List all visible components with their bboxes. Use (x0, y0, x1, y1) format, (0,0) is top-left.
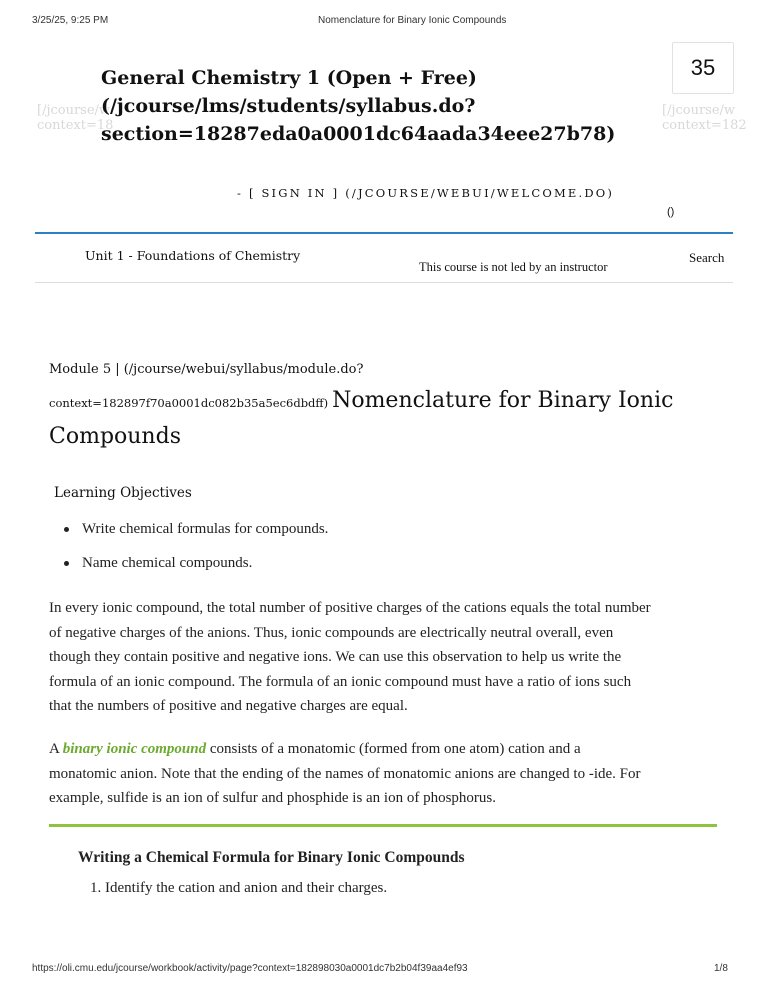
module-context[interactable]: context=182897f70a0001dc082b35a5ec6dbdff) (49, 396, 329, 410)
list-item: Name chemical compounds. (58, 546, 328, 580)
ghost-link-left: [/jcourse/w context=18 (37, 103, 114, 133)
print-page-number: 1/8 (714, 963, 728, 974)
print-url: https://oli.cmu.edu/jcourse/workbook/activity/page?context=182898030a0001dc7b2b04f39aa4ef93 (32, 963, 468, 974)
module-title-row (49, 388, 673, 413)
bullet-icon (64, 561, 69, 566)
print-doc-title: Nomenclature for Binary Ionic Compounds (318, 15, 507, 26)
intro-paragraph: In every ionic compound, the total number of positive charges of the cations equals the total number of negative charges of the anions. Thus, ionic compounds are electrically neutral overall, even though they contain positive and negative ions. We can use this observation to help us write the formula of an ionic compound. The formula of an ionic compound must have a ratio of ions such that the numbers of positive and negative charges are equal. (49, 600, 651, 714)
print-datetime: 3/25/25, 9:25 PM (32, 15, 109, 26)
step-item: 1. Identify the cation and anion and their charges. (90, 880, 388, 896)
box-top-rule (49, 824, 717, 827)
learning-objectives-heading: Learning Objectives (54, 485, 192, 501)
sign-in-link[interactable]: - [ SIGN IN ] (/JCOURSE/WEBUI/WELCOME.DO) (237, 186, 615, 200)
nav-bottom-rule (35, 282, 733, 283)
search-link[interactable]: Search (689, 250, 725, 265)
bullet-icon (64, 527, 69, 532)
glossary-term-link[interactable]: binary ionic compound (62, 741, 207, 757)
list-item: Write chemical formulas for compounds. (58, 512, 328, 546)
nav-top-rule (35, 232, 733, 234)
ghost-link-right: [/jcourse/w context=182 (662, 103, 747, 133)
page-title: Nomenclature for Binary Ionic (332, 388, 674, 413)
count-badge[interactable]: 35 (672, 42, 734, 94)
instructor-note: This course is not led by an instructor (419, 260, 608, 274)
empty-link[interactable]: () (667, 206, 675, 218)
learning-objectives-list (58, 512, 328, 580)
box-heading: Writing a Chemical Formula for Binary Ionic Compounds (78, 849, 465, 866)
course-title-link[interactable]: General Chemistry 1 (Open + Free) (/jcourse/lms/students/syllabus.do? section=18287eda0a0001dc64aada34eee27b78) (101, 67, 616, 145)
unit-breadcrumb[interactable]: Unit 1 - Foundations of Chemistry (85, 248, 301, 263)
page-title-continued: Compounds (49, 424, 181, 449)
definition-paragraph: A binary ionic compound consists of a monatomic (formed from one atom) cation and a monatomic anion. Note that the ending of the names of monatomic anions are changed to -ide. For example, sulfide is an ion of sulfur and phosphide is an ion of phosphorus. (49, 741, 641, 806)
module-link[interactable]: Module 5 | (/jcourse/webui/syllabus/module.do? (49, 362, 364, 377)
